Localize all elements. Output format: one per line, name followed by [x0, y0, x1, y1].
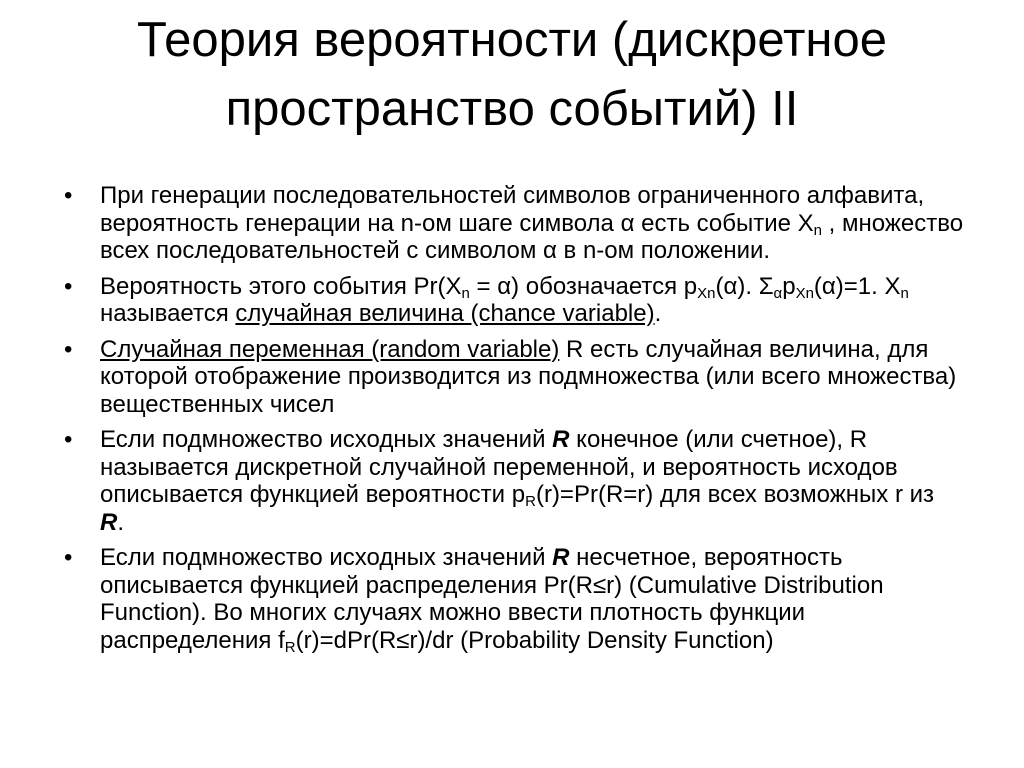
title-line-1: Теория вероятности (дискретное: [136, 13, 887, 67]
bullet-item-1: [64, 182, 964, 265]
bullet-5-text-2: несчетное, вероятность описывается функцией распределения Pr(R≤r) (Cumulative Distribution Function). Во многих случаях можно ввести плотность функции распределения f: [100, 544, 884, 654]
bullet-2-text: Вероятность этого события Pr(X: [100, 272, 462, 300]
bullet-4-text: Если подмножество исходных значений: [100, 426, 553, 453]
bullet-list: [64, 182, 964, 662]
bullet-marker: •: [64, 182, 73, 209]
bullet-3-text: R есть случайная величина, для которой отображение производится из подмножества (или всего множества) вещественных чисел: [100, 335, 957, 418]
bullet-2-subscript-3: α: [773, 284, 783, 302]
bullet-2-subscript-5: n: [900, 284, 909, 302]
bullet-1-text-cont: , множество всех последовательностей с символом α в n-ом положении.: [100, 209, 964, 264]
bullet-2-text-5: (α)=1. X: [813, 272, 901, 300]
bullet-4-text-3: (r)=Pr(R=r) для всех возможных r из: [535, 481, 935, 508]
set-r-symbol: R: [100, 508, 118, 536]
bullet-5-subscript: R: [284, 638, 296, 656]
bullet-item-3: [64, 336, 964, 419]
bullet-2-text-3: (α). Σ: [715, 272, 774, 300]
random-variable-term: Случайная переменная (random variable): [100, 335, 560, 363]
bullet-item-4: [64, 426, 964, 536]
bullet-1-text: При генерации последовательностей символов ограниченного алфавита, вероятность генерации на n-ом шаге символа α есть событие X: [100, 182, 925, 237]
bullet-2-subscript-1: n: [461, 284, 470, 302]
set-r-symbol: R: [552, 426, 570, 453]
set-r-symbol: R: [552, 544, 570, 571]
bullet-2-subscript-4: Xn: [795, 284, 814, 302]
bullet-5-text: Если подмножество исходных значений: [100, 544, 553, 571]
bullet-2-text-2: = α) обозначается p: [469, 272, 698, 300]
bullet-marker: •: [64, 544, 73, 571]
bullet-marker: •: [64, 272, 73, 300]
bullet-item-5: [64, 544, 964, 654]
chance-variable-term: случайная величина (chance variable): [235, 300, 655, 327]
bullet-2-text-4: p: [782, 272, 796, 300]
bullet-4-text-2: конечное (или счетное), R называется дискретной случайной переменной, и вероятность исходов описывается функцией вероятности p: [100, 426, 898, 508]
bullet-5-text-3: (r)=dPr(R≤r)/dr (Probability Density Function): [295, 626, 774, 654]
bullet-marker: •: [64, 426, 73, 453]
bullet-4-text-4: .: [117, 508, 125, 536]
bullet-marker: •: [64, 335, 73, 363]
bullet-1-subscript: n: [813, 221, 823, 239]
bullet-2-text-7: .: [654, 300, 662, 327]
bullet-item-2: [64, 273, 964, 328]
bullet-2-text-6: называется: [100, 300, 236, 327]
slide-title: [40, 6, 984, 144]
title-line-2: пространство событий) II: [225, 82, 799, 136]
bullet-2-subscript-2: Xn: [697, 284, 716, 302]
bullet-4-subscript: R: [525, 493, 536, 510]
